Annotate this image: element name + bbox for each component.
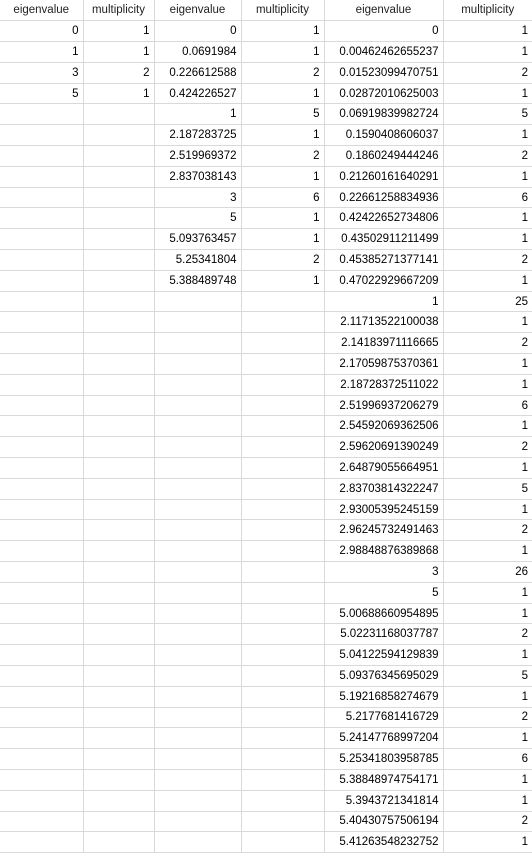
table-cell[interactable]: 2 bbox=[241, 146, 324, 167]
table-cell[interactable] bbox=[0, 562, 83, 583]
table-cell[interactable] bbox=[83, 707, 154, 728]
table-cell[interactable] bbox=[0, 666, 83, 687]
table-row bbox=[0, 832, 532, 853]
table-cell[interactable]: 1 bbox=[443, 208, 532, 229]
table-cell[interactable]: 2.837038143 bbox=[154, 166, 241, 187]
table-cell[interactable] bbox=[83, 187, 154, 208]
table-cell[interactable] bbox=[0, 291, 83, 312]
table-cell[interactable] bbox=[154, 374, 241, 395]
table-cell[interactable]: 1 bbox=[241, 270, 324, 291]
header-cell[interactable]: multiplicity bbox=[443, 0, 532, 21]
table-row bbox=[0, 562, 532, 583]
table-cell[interactable]: 1 bbox=[443, 312, 532, 333]
table-cell[interactable] bbox=[0, 374, 83, 395]
table-cell[interactable] bbox=[154, 312, 241, 333]
table-cell[interactable]: 1 bbox=[443, 166, 532, 187]
table-cell[interactable]: 2 bbox=[241, 250, 324, 271]
table-row bbox=[0, 291, 532, 312]
table-cell[interactable]: 2 bbox=[241, 62, 324, 83]
table-cell[interactable]: 25 bbox=[443, 291, 532, 312]
table-cell[interactable]: 1 bbox=[83, 21, 154, 42]
table-cell[interactable]: 3 bbox=[154, 187, 241, 208]
table-cell[interactable] bbox=[0, 333, 83, 354]
table-cell[interactable]: 6 bbox=[241, 187, 324, 208]
table-cell[interactable]: 0.45385271377141 bbox=[324, 250, 443, 271]
table-row bbox=[0, 374, 532, 395]
table-cell[interactable] bbox=[83, 603, 154, 624]
table-cell[interactable] bbox=[241, 790, 324, 811]
table-row bbox=[0, 416, 532, 437]
table-row bbox=[0, 125, 532, 146]
table-cell[interactable] bbox=[83, 749, 154, 770]
table-cell[interactable]: 5.09376345695029 bbox=[324, 666, 443, 687]
table-cell[interactable]: 5.41263548232752 bbox=[324, 832, 443, 853]
table-row bbox=[0, 437, 532, 458]
table-cell[interactable] bbox=[83, 499, 154, 520]
table-cell[interactable] bbox=[241, 395, 324, 416]
table-cell[interactable]: 1 bbox=[241, 83, 324, 104]
table-cell[interactable] bbox=[83, 291, 154, 312]
table-cell[interactable]: 1 bbox=[443, 728, 532, 749]
table-cell[interactable]: 1 bbox=[443, 125, 532, 146]
table-cell[interactable] bbox=[83, 250, 154, 271]
table-cell[interactable] bbox=[0, 645, 83, 666]
table-cell[interactable]: 1 bbox=[241, 208, 324, 229]
table-cell[interactable]: 6 bbox=[443, 187, 532, 208]
table-row bbox=[0, 645, 532, 666]
table-cell[interactable]: 1 bbox=[83, 83, 154, 104]
table-cell[interactable] bbox=[241, 624, 324, 645]
table-cell[interactable]: 1 bbox=[241, 229, 324, 250]
table-cell[interactable]: 5.3943721341814 bbox=[324, 790, 443, 811]
table-row bbox=[0, 395, 532, 416]
table-cell[interactable] bbox=[83, 728, 154, 749]
table-cell[interactable] bbox=[154, 458, 241, 479]
table-cell[interactable] bbox=[154, 707, 241, 728]
table-row bbox=[0, 229, 532, 250]
table-cell[interactable]: 0.22661258834936 bbox=[324, 187, 443, 208]
table-cell[interactable] bbox=[154, 582, 241, 603]
table-cell[interactable] bbox=[83, 104, 154, 125]
table-row bbox=[0, 790, 532, 811]
table-cell[interactable] bbox=[241, 749, 324, 770]
table-row bbox=[0, 707, 532, 728]
table-cell[interactable]: 2.64879055664951 bbox=[324, 458, 443, 479]
table-cell[interactable] bbox=[83, 416, 154, 437]
table-cell[interactable] bbox=[241, 333, 324, 354]
table-cell[interactable] bbox=[241, 312, 324, 333]
table-row bbox=[0, 541, 532, 562]
table-cell[interactable]: 0.47022929667209 bbox=[324, 270, 443, 291]
header-cell[interactable]: eigenvalue bbox=[0, 0, 83, 21]
table-cell[interactable] bbox=[241, 416, 324, 437]
table-cell[interactable] bbox=[0, 395, 83, 416]
table-row bbox=[0, 250, 532, 271]
table-cell[interactable]: 2.54592069362506 bbox=[324, 416, 443, 437]
table-row bbox=[0, 520, 532, 541]
table-cell[interactable]: 1 bbox=[443, 603, 532, 624]
table-cell[interactable]: 1 bbox=[443, 42, 532, 63]
table-cell[interactable] bbox=[83, 790, 154, 811]
table-cell[interactable]: 1 bbox=[443, 541, 532, 562]
table-cell[interactable] bbox=[83, 666, 154, 687]
table-cell[interactable]: 1 bbox=[443, 769, 532, 790]
table-cell[interactable] bbox=[241, 354, 324, 375]
table-cell[interactable]: 5.19216858274679 bbox=[324, 686, 443, 707]
header-cell[interactable]: eigenvalue bbox=[324, 0, 443, 21]
table-cell[interactable] bbox=[0, 208, 83, 229]
table-cell[interactable] bbox=[154, 666, 241, 687]
table-cell[interactable]: 2.96245732491463 bbox=[324, 520, 443, 541]
table-cell[interactable]: 5 bbox=[0, 83, 83, 104]
table-cell[interactable] bbox=[83, 811, 154, 832]
table-row bbox=[0, 146, 532, 167]
table-cell[interactable] bbox=[83, 686, 154, 707]
table-row bbox=[0, 811, 532, 832]
table-cell[interactable]: 2 bbox=[443, 250, 532, 271]
table-cell[interactable]: 1 bbox=[443, 354, 532, 375]
table-cell[interactable] bbox=[154, 291, 241, 312]
table-cell[interactable] bbox=[154, 645, 241, 666]
table-row bbox=[0, 624, 532, 645]
table-cell[interactable] bbox=[0, 499, 83, 520]
table-cell[interactable] bbox=[83, 478, 154, 499]
table-cell[interactable]: 0.21260161640291 bbox=[324, 166, 443, 187]
table-cell[interactable] bbox=[241, 603, 324, 624]
table-cell[interactable]: 5.388489748 bbox=[154, 270, 241, 291]
table-cell[interactable]: 0.1860249444246 bbox=[324, 146, 443, 167]
table-cell[interactable] bbox=[0, 166, 83, 187]
table-cell[interactable]: 2.59620691390249 bbox=[324, 437, 443, 458]
table-cell[interactable]: 1 bbox=[443, 270, 532, 291]
table-cell[interactable]: 2 bbox=[443, 146, 532, 167]
table-row bbox=[0, 333, 532, 354]
table-cell[interactable] bbox=[154, 790, 241, 811]
table-body bbox=[0, 21, 532, 853]
table-row bbox=[0, 62, 532, 83]
table-cell[interactable]: 2 bbox=[443, 811, 532, 832]
table-cell[interactable]: 2 bbox=[83, 62, 154, 83]
table-cell[interactable] bbox=[0, 478, 83, 499]
table-cell[interactable] bbox=[83, 374, 154, 395]
table-cell[interactable] bbox=[83, 146, 154, 167]
table-cell[interactable] bbox=[0, 686, 83, 707]
table-cell[interactable] bbox=[154, 395, 241, 416]
table-cell[interactable]: 1 bbox=[443, 416, 532, 437]
table-cell[interactable] bbox=[0, 312, 83, 333]
table-row bbox=[0, 769, 532, 790]
table-cell[interactable] bbox=[0, 125, 83, 146]
table-cell[interactable]: 0.42422652734806 bbox=[324, 208, 443, 229]
table-cell[interactable] bbox=[0, 582, 83, 603]
table-cell[interactable] bbox=[0, 749, 83, 770]
table-cell[interactable] bbox=[0, 229, 83, 250]
table-cell[interactable]: 1 bbox=[443, 645, 532, 666]
table-cell[interactable] bbox=[154, 499, 241, 520]
table-cell[interactable] bbox=[0, 769, 83, 790]
table-cell[interactable] bbox=[154, 832, 241, 853]
table-cell[interactable] bbox=[0, 707, 83, 728]
table-cell[interactable] bbox=[0, 416, 83, 437]
table-cell[interactable]: 0.02872010625003 bbox=[324, 83, 443, 104]
table-row bbox=[0, 686, 532, 707]
table-cell[interactable] bbox=[241, 666, 324, 687]
table-cell[interactable]: 5 bbox=[154, 208, 241, 229]
table-row bbox=[0, 458, 532, 479]
table-cell[interactable] bbox=[241, 728, 324, 749]
table-cell[interactable] bbox=[241, 769, 324, 790]
table-cell[interactable] bbox=[241, 458, 324, 479]
table-cell[interactable] bbox=[83, 541, 154, 562]
table-cell[interactable] bbox=[154, 603, 241, 624]
table-cell[interactable] bbox=[154, 769, 241, 790]
table-cell[interactable] bbox=[241, 437, 324, 458]
table-cell[interactable]: 2 bbox=[443, 520, 532, 541]
table-cell[interactable]: 2.98848876389868 bbox=[324, 541, 443, 562]
table-cell[interactable]: 0.06919839982724 bbox=[324, 104, 443, 125]
table-row bbox=[0, 166, 532, 187]
table-cell[interactable] bbox=[0, 811, 83, 832]
table-cell[interactable] bbox=[0, 624, 83, 645]
table-cell[interactable] bbox=[83, 166, 154, 187]
table-cell[interactable]: 0 bbox=[154, 21, 241, 42]
table-cell[interactable] bbox=[83, 229, 154, 250]
table-cell[interactable] bbox=[83, 582, 154, 603]
table-cell[interactable]: 1 bbox=[241, 42, 324, 63]
table-cell[interactable]: 1 bbox=[324, 291, 443, 312]
table-cell[interactable] bbox=[154, 686, 241, 707]
table-cell[interactable] bbox=[0, 187, 83, 208]
table-cell[interactable]: 2 bbox=[443, 624, 532, 645]
table-cell[interactable]: 1 bbox=[443, 582, 532, 603]
table-cell[interactable] bbox=[241, 707, 324, 728]
table-cell[interactable] bbox=[241, 645, 324, 666]
table-row bbox=[0, 21, 532, 42]
table-cell[interactable]: 0.43502911211499 bbox=[324, 229, 443, 250]
table-cell[interactable]: 2.83703814322247 bbox=[324, 478, 443, 499]
table-cell[interactable] bbox=[154, 624, 241, 645]
table-cell[interactable] bbox=[241, 541, 324, 562]
table-cell[interactable]: 2.11713522100038 bbox=[324, 312, 443, 333]
table-cell[interactable] bbox=[83, 520, 154, 541]
table-cell[interactable]: 1 bbox=[241, 166, 324, 187]
table-cell[interactable] bbox=[154, 749, 241, 770]
table-cell[interactable] bbox=[83, 395, 154, 416]
table-cell[interactable] bbox=[83, 458, 154, 479]
table-cell[interactable] bbox=[0, 354, 83, 375]
table-cell[interactable] bbox=[83, 208, 154, 229]
table-cell[interactable]: 5 bbox=[443, 478, 532, 499]
table-cell[interactable] bbox=[241, 811, 324, 832]
table-cell[interactable]: 1 bbox=[443, 790, 532, 811]
table-cell[interactable] bbox=[0, 790, 83, 811]
table-cell[interactable]: 0.424226527 bbox=[154, 83, 241, 104]
table-cell[interactable]: 2.51996937206279 bbox=[324, 395, 443, 416]
table-row bbox=[0, 83, 532, 104]
table-cell[interactable] bbox=[0, 146, 83, 167]
table-cell[interactable] bbox=[0, 250, 83, 271]
table-cell[interactable]: 0 bbox=[0, 21, 83, 42]
table-cell[interactable]: 3 bbox=[0, 62, 83, 83]
table-cell[interactable] bbox=[0, 104, 83, 125]
table-cell[interactable]: 1 bbox=[241, 125, 324, 146]
table-cell[interactable] bbox=[83, 562, 154, 583]
table-cell[interactable] bbox=[154, 728, 241, 749]
header-cell[interactable]: multiplicity bbox=[83, 0, 154, 21]
table-row bbox=[0, 582, 532, 603]
table-cell[interactable] bbox=[154, 562, 241, 583]
table-cell[interactable] bbox=[0, 437, 83, 458]
table-cell[interactable]: 5 bbox=[443, 666, 532, 687]
table-cell[interactable]: 5 bbox=[443, 104, 532, 125]
table-row bbox=[0, 208, 532, 229]
table-cell[interactable] bbox=[83, 354, 154, 375]
table-cell[interactable]: 2 bbox=[443, 437, 532, 458]
table-cell[interactable]: 1 bbox=[443, 229, 532, 250]
table-cell[interactable]: 6 bbox=[443, 395, 532, 416]
table-cell[interactable] bbox=[241, 582, 324, 603]
table-cell[interactable] bbox=[154, 354, 241, 375]
table-cell[interactable] bbox=[241, 686, 324, 707]
table-cell[interactable]: 1 bbox=[83, 42, 154, 63]
table-cell[interactable]: 0.01523099470751 bbox=[324, 62, 443, 83]
table-cell[interactable] bbox=[241, 478, 324, 499]
table-cell[interactable] bbox=[83, 312, 154, 333]
table-cell[interactable] bbox=[83, 624, 154, 645]
header-cell[interactable]: eigenvalue bbox=[154, 0, 241, 21]
table-cell[interactable]: 2.93005395245159 bbox=[324, 499, 443, 520]
table-cell[interactable]: 1 bbox=[0, 42, 83, 63]
table-cell[interactable]: 2.14183971116665 bbox=[324, 333, 443, 354]
table-cell[interactable] bbox=[83, 645, 154, 666]
table-cell[interactable]: 1 bbox=[241, 21, 324, 42]
table-row bbox=[0, 354, 532, 375]
table-cell[interactable]: 0.0691984 bbox=[154, 42, 241, 63]
table-cell[interactable]: 5.04122594129839 bbox=[324, 645, 443, 666]
table-cell[interactable]: 5.00688660954895 bbox=[324, 603, 443, 624]
table-cell[interactable]: 2 bbox=[443, 333, 532, 354]
table-cell[interactable]: 5.093763457 bbox=[154, 229, 241, 250]
header-cell[interactable]: multiplicity bbox=[241, 0, 324, 21]
table-cell[interactable] bbox=[83, 437, 154, 458]
table-cell[interactable]: 0.00462462655237 bbox=[324, 42, 443, 63]
table-cell[interactable]: 1 bbox=[443, 832, 532, 853]
table-cell[interactable]: 2.187283725 bbox=[154, 125, 241, 146]
table-cell[interactable] bbox=[0, 520, 83, 541]
table-cell[interactable] bbox=[0, 458, 83, 479]
table-cell[interactable] bbox=[0, 603, 83, 624]
table-cell[interactable] bbox=[154, 520, 241, 541]
table-cell[interactable]: 2.18728372511022 bbox=[324, 374, 443, 395]
table-cell[interactable] bbox=[154, 478, 241, 499]
table-row bbox=[0, 728, 532, 749]
table-cell[interactable] bbox=[0, 832, 83, 853]
table-cell[interactable]: 1 bbox=[443, 83, 532, 104]
table-cell[interactable] bbox=[154, 437, 241, 458]
table-cell[interactable]: 5.25341803958785 bbox=[324, 749, 443, 770]
table-cell[interactable]: 0 bbox=[324, 21, 443, 42]
table-cell[interactable]: 1 bbox=[443, 686, 532, 707]
table-cell[interactable]: 6 bbox=[443, 749, 532, 770]
table-cell[interactable]: 1 bbox=[154, 104, 241, 125]
table-row bbox=[0, 749, 532, 770]
table-cell[interactable] bbox=[83, 333, 154, 354]
table-cell[interactable] bbox=[0, 541, 83, 562]
table-cell[interactable]: 5.38848974754171 bbox=[324, 769, 443, 790]
table-cell[interactable]: 0.1590408606037 bbox=[324, 125, 443, 146]
table-row bbox=[0, 666, 532, 687]
table-row bbox=[0, 499, 532, 520]
table-cell[interactable]: 2.17059875370361 bbox=[324, 354, 443, 375]
table-row bbox=[0, 270, 532, 291]
table-cell[interactable] bbox=[154, 541, 241, 562]
table-cell[interactable]: 5 bbox=[324, 582, 443, 603]
table-cell[interactable] bbox=[241, 832, 324, 853]
table-row bbox=[0, 478, 532, 499]
table-cell[interactable] bbox=[154, 416, 241, 437]
table-row bbox=[0, 42, 532, 63]
table-row bbox=[0, 312, 532, 333]
table-cell[interactable]: 1 bbox=[443, 374, 532, 395]
table-cell[interactable] bbox=[0, 270, 83, 291]
table-cell[interactable] bbox=[0, 728, 83, 749]
table-cell[interactable]: 2 bbox=[443, 707, 532, 728]
table-cell[interactable] bbox=[241, 499, 324, 520]
table-cell[interactable]: 1 bbox=[443, 499, 532, 520]
table-cell[interactable]: 5 bbox=[241, 104, 324, 125]
table-cell[interactable] bbox=[83, 270, 154, 291]
table-cell[interactable]: 26 bbox=[443, 562, 532, 583]
table-cell[interactable]: 5.24147768997204 bbox=[324, 728, 443, 749]
table-cell[interactable]: 5.02231168037787 bbox=[324, 624, 443, 645]
table-cell[interactable] bbox=[83, 769, 154, 790]
table-row bbox=[0, 603, 532, 624]
table-cell[interactable] bbox=[241, 562, 324, 583]
table-row bbox=[0, 104, 532, 125]
table-cell[interactable] bbox=[154, 333, 241, 354]
table-cell[interactable] bbox=[83, 832, 154, 853]
table-cell[interactable]: 0.226612588 bbox=[154, 62, 241, 83]
table-cell[interactable] bbox=[241, 374, 324, 395]
header-row bbox=[0, 0, 532, 21]
table-row bbox=[0, 187, 532, 208]
table-cell[interactable] bbox=[83, 125, 154, 146]
table-cell[interactable] bbox=[154, 811, 241, 832]
table-cell[interactable]: 3 bbox=[324, 562, 443, 583]
table-cell[interactable]: 2.519969372 bbox=[154, 146, 241, 167]
table-cell[interactable]: 5.25341804 bbox=[154, 250, 241, 271]
table-cell[interactable]: 5.2177681416729 bbox=[324, 707, 443, 728]
table-cell[interactable] bbox=[241, 520, 324, 541]
table-cell[interactable]: 2 bbox=[443, 62, 532, 83]
table-cell[interactable]: 5.40430757506194 bbox=[324, 811, 443, 832]
table-cell[interactable] bbox=[241, 291, 324, 312]
table-cell[interactable]: 1 bbox=[443, 21, 532, 42]
table-cell[interactable]: 1 bbox=[443, 458, 532, 479]
